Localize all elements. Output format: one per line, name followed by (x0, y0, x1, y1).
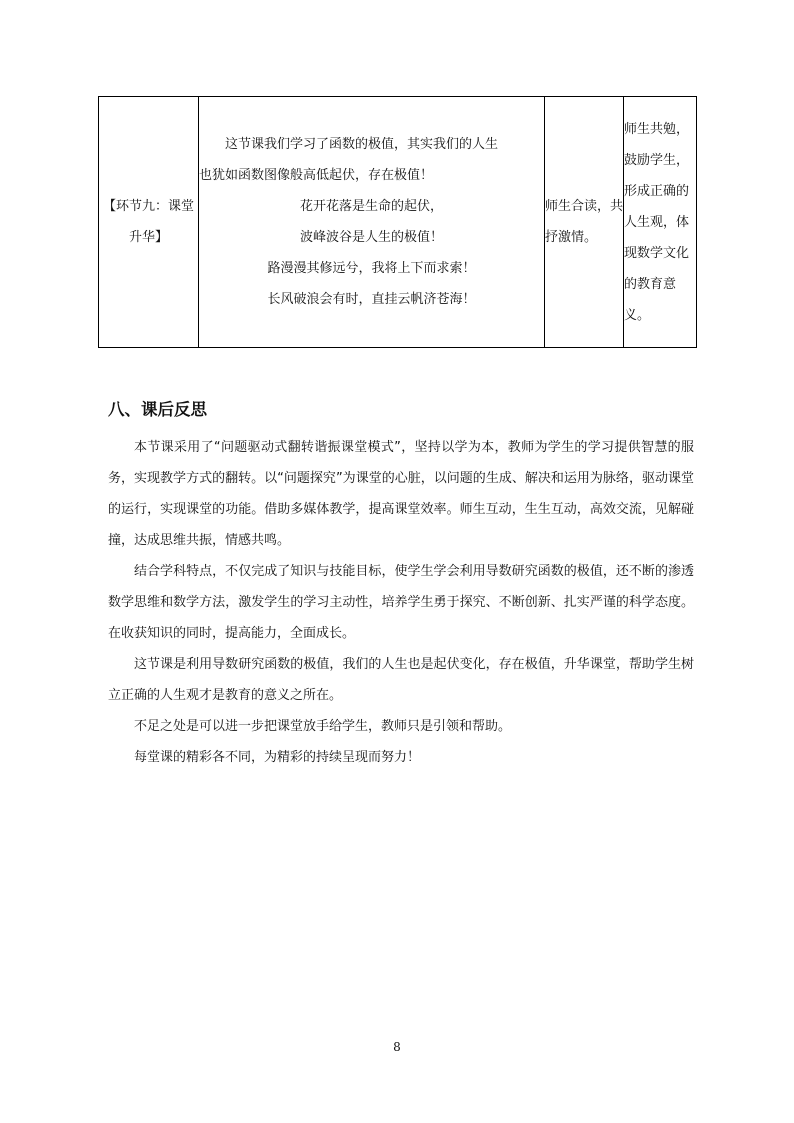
section-heading: 八、课后反思 (108, 400, 207, 419)
intent-cell (624, 97, 697, 348)
page-number: 8 (393, 1040, 401, 1054)
reflection-paragraph: 本节课采用了“问题驱动式翻转谐振课堂模式”，坚持以学为本，教师为学生的学习提供智慧的服务，实现教学方式的翻转。以“问题探究”为课堂的心脏，以问题的生成、解决和运用为脉络，驱动课堂的运行，实现课堂的功能。借助多媒体教学，提高课堂效率。师生互动，生生互动，高效交流，见解碰撞，达成思维共振，情感共鸣。 (108, 440, 694, 548)
content-line: 长风破浪会有时，直挂云帆济苍海！ (267, 292, 476, 307)
content-line: 波峰波谷是人生的极值！ (299, 230, 443, 245)
content-line: 路漫漫其修远兮，我将上下而求索！ (267, 261, 476, 276)
content-line: 这节课我们学习了函数的极值，其实我们的人生 (225, 137, 499, 152)
reflection-paragraph: 这节课是利用导数研究函数的极值，我们的人生也是起伏变化，存在极值，升华课堂，帮助学生树立正确的人生观才是教育的意义之所在。 (108, 657, 694, 703)
stage-label: 【环节九：课堂升华】 (102, 199, 194, 245)
reflection-paragraph: 不足之处是可以进一步把课堂放手给学生，教师只是引领和帮助。 (134, 719, 512, 734)
content-line: 也犹如函数图像般高低起伏，存在极值！ (199, 168, 434, 183)
lesson-stage-table (98, 96, 697, 348)
stage-label-cell (99, 97, 199, 348)
intent-text: 师生共勉，鼓励学生，形成正确的人生观，体现数学文化的教育意义。 (624, 121, 690, 323)
activity-cell (545, 97, 624, 348)
table-row (99, 97, 697, 348)
reflection-paragraph: 结合学科特点，不仅完成了知识与技能目标，使学生学会利用导数研究函数的极值，还不断的渗透数学思维和数学方法，激发学生的学习主动性，培养学生勇于探究、不断创新、扎实严谨的科学态度。在收获知识的同时，提高能力，全面成长。 (108, 564, 694, 641)
reflection-body (108, 432, 694, 773)
content-cell (199, 97, 545, 348)
reflection-paragraph: 每堂课的精彩各不同，为精彩的持续呈现而努力！ (134, 750, 421, 765)
content-line: 花开花落是生命的起伏， (299, 199, 443, 214)
activity-text: 师生合读，共抒激情。 (545, 199, 624, 245)
